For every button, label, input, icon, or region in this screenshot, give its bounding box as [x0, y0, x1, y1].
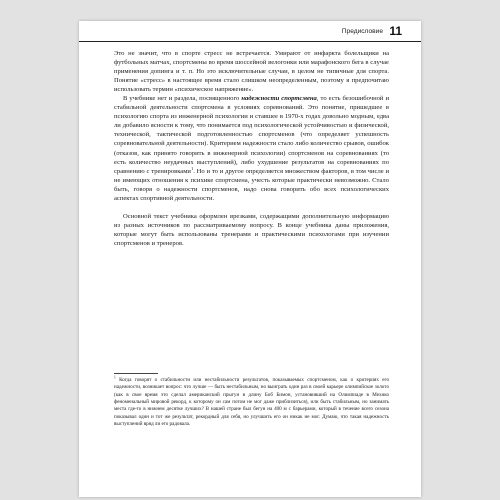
main-text — [114, 49, 389, 248]
book-page — [79, 21, 421, 497]
running-title: Предисловие — [341, 28, 383, 35]
paragraph-2-start: В учебнике нет и раздела, посвященного — [123, 95, 242, 103]
footnote — [114, 377, 389, 428]
footnote-text: Когда говорят о стабильности или нестабильности результатов, показываемых спортсменом, как о критериях его надежности, возникает вопрос: что лучше — быть нестабильным, но выиграть один раз в своей карьере олимпийское золото (как в свое время это сделал американский прыгун в длину Боб Бимон, установивший на Олимпиаде в Мехико феноменальный мировой рекорд, к которому он сам потом не мог даже приблизиться), или быть стабильным, но занимать места где-то в нижнем десятке лучших? В нашей стране был бегун на 400 м с барьерами, который в течение всего сезона показывал один и тот же результат, рекордный для себя, но улучшить его он никак не мог. Думаю, что такая надежность выступлений вряд ли его радовала. — [114, 377, 389, 428]
emphasis-term: надежности спортсмена — [241, 95, 317, 103]
paragraph-2-end: . Но и то и другое определяется множеством факторов, в том числе и не имеющих отношения к психике спортсмена, учесть которые практически невозможно. Стало быть, говоря о надежности спортсменов, надо снова говорить обо всех психологических аспектах спортивной деятельности. — [114, 167, 390, 202]
footnote-reference[interactable]: 1 — [190, 165, 194, 171]
running-header — [79, 24, 421, 42]
paragraph-3: Основной текст учебника оформлен врезками, содержащими дополнительную информацию из разных источников по рассматриваемому вопросу. В конце учебника даны приложения, которые могут быть использованы тренерами и практическими психологами при изучении спортсменов и тренеров. — [114, 212, 389, 247]
footnote-divider — [114, 373, 158, 374]
paragraph-1: Это не значит, что в спорте стресс не встречается. Умирают от инфаркта болельщики на футбольных матчах, спортсмены во время шоссейной велогонки или марафонского бега в случае применения допинга и т. п. Но это исключительные случаи, в целом не типичные для спорта. Понятие «стресс» в настоящее время стало слишком неопределенным, поэтому я предпочитаю использовать термин «психическое напряжение». — [114, 50, 389, 94]
paragraph-2 — [114, 94, 389, 203]
paragraph-2-middle: , то есть безошибочной и стабильной деятельности спортсмена в условиях соревнований. Это понятие, пришедшее в психологию спорта из инженерной психологии и ставшее в 1970-х годах довольно модным, едва ли добавило ясности к тому, что понимается под психологической устойчивостью и физической, технической, тактической подготовленностью спортсменов (что определяет успешность соревновательной деятельности). Критерием надежности стало либо количество срывов, ошибок (отказов, как принято говорить в инженерной психологии) спортсменов на соревнованиях (то есть количество неудачных выступлений), либо ухудшение результатов на соревнованиях по сравнению с тренировками — [114, 95, 390, 175]
page-number: 11 — [389, 24, 402, 38]
footnote-mark: 1 — [114, 375, 116, 380]
